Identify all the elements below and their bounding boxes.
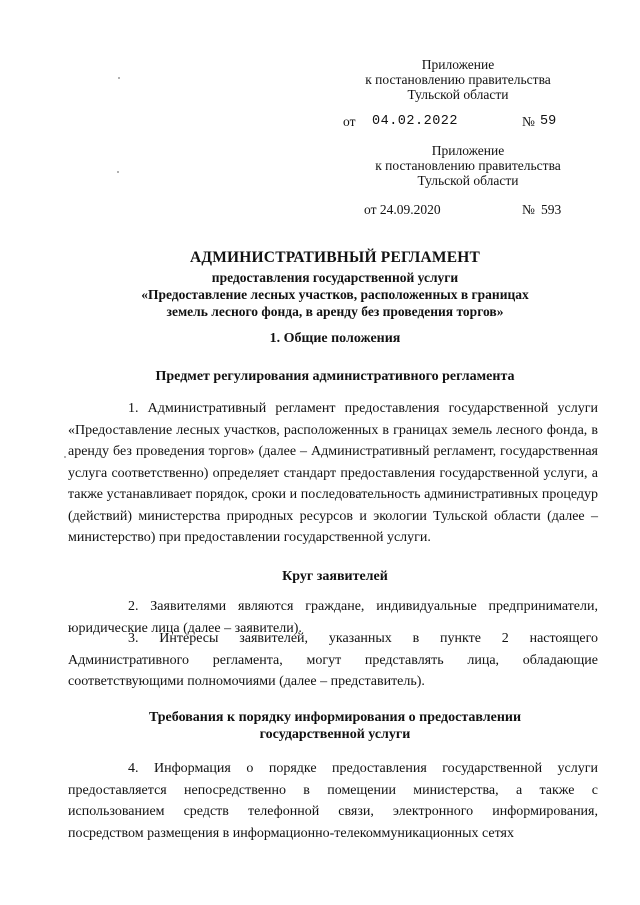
resolution-date: от 24.09.2020 bbox=[364, 202, 441, 217]
appendix-line: Приложение bbox=[431, 143, 505, 158]
scan-mark bbox=[64, 456, 66, 458]
section-heading-subject: Предмет регулирования административного регламента bbox=[155, 369, 515, 384]
appendix-header-current bbox=[328, 57, 588, 102]
appendix-line: к постановлению правительства bbox=[365, 72, 551, 87]
section-heading-information bbox=[70, 709, 600, 743]
paragraph-4: 4. Информация о порядке предоставления государственной услуги предоставляется непосредственно в помещении министерства, а также с использованием средств телефонной связи, электронного информирования, посредством размещения в информационно-телекоммуникационных сетях bbox=[68, 761, 598, 841]
resolution-number: 593 bbox=[541, 202, 562, 217]
appendix-line: к постановлению правительства bbox=[375, 158, 561, 173]
subtitle-line: предоставления государственной услуги bbox=[211, 270, 459, 285]
subtitle-line: земель лесного фонда, в аренду без проведения торгов» bbox=[166, 304, 504, 319]
appendix-header-original bbox=[338, 143, 598, 188]
subtitle-line: «Предоставление лесных участков, расположенных в границах bbox=[141, 287, 529, 302]
section-heading-general: 1. Общие положения bbox=[269, 331, 401, 346]
appendix-line: Тульской области bbox=[417, 173, 519, 188]
resolution-date: 04.02.2022 bbox=[372, 114, 459, 129]
number-label: № bbox=[522, 114, 535, 129]
paragraph-1: 1. Административный регламент предоставления государственной услуги «Предоставление лесных участков, расположенных в границах земель лесного фонда, в аренду без проведения торгов» (далее – Административный регламент, государственная услуга соответственно) определяет стандарт предоставления государственной услуги, а также устанавливает порядок, сроки и последовательность административных процедур (действий) министерства природных ресурсов и экологии Тульской области (далее – министерство) при предоставлении государственной услуги. bbox=[68, 401, 598, 545]
heading-line: Требования к порядку информирования о предоставлении bbox=[148, 710, 522, 725]
scan-mark bbox=[117, 171, 119, 173]
number-label: № bbox=[522, 202, 535, 217]
section-heading-applicants: Круг заявителей bbox=[282, 569, 388, 584]
paragraph-3: 3. Интересы заявителей, указанных в пункте 2 настоящего Административного регламента, могут представлять лица, обладающие соответствующими полномочиями (далее – представитель). bbox=[68, 631, 598, 689]
heading-line: государственной услуги bbox=[259, 727, 411, 742]
paragraph-2: 2. Заявителями являются граждане, индивидуальные предприниматели, юридические лица (далее – заявители). bbox=[68, 599, 598, 636]
document-title: АДМИНИСТРАТИВНЫЙ РЕГЛАМЕНТ bbox=[189, 249, 481, 266]
appendix-line: Приложение bbox=[421, 57, 495, 72]
appendix-line: Тульской области bbox=[407, 87, 509, 102]
date-prefix: от bbox=[343, 114, 356, 129]
document-subtitle bbox=[70, 269, 600, 320]
resolution-number: 59 bbox=[540, 114, 557, 129]
scan-mark bbox=[118, 77, 120, 79]
